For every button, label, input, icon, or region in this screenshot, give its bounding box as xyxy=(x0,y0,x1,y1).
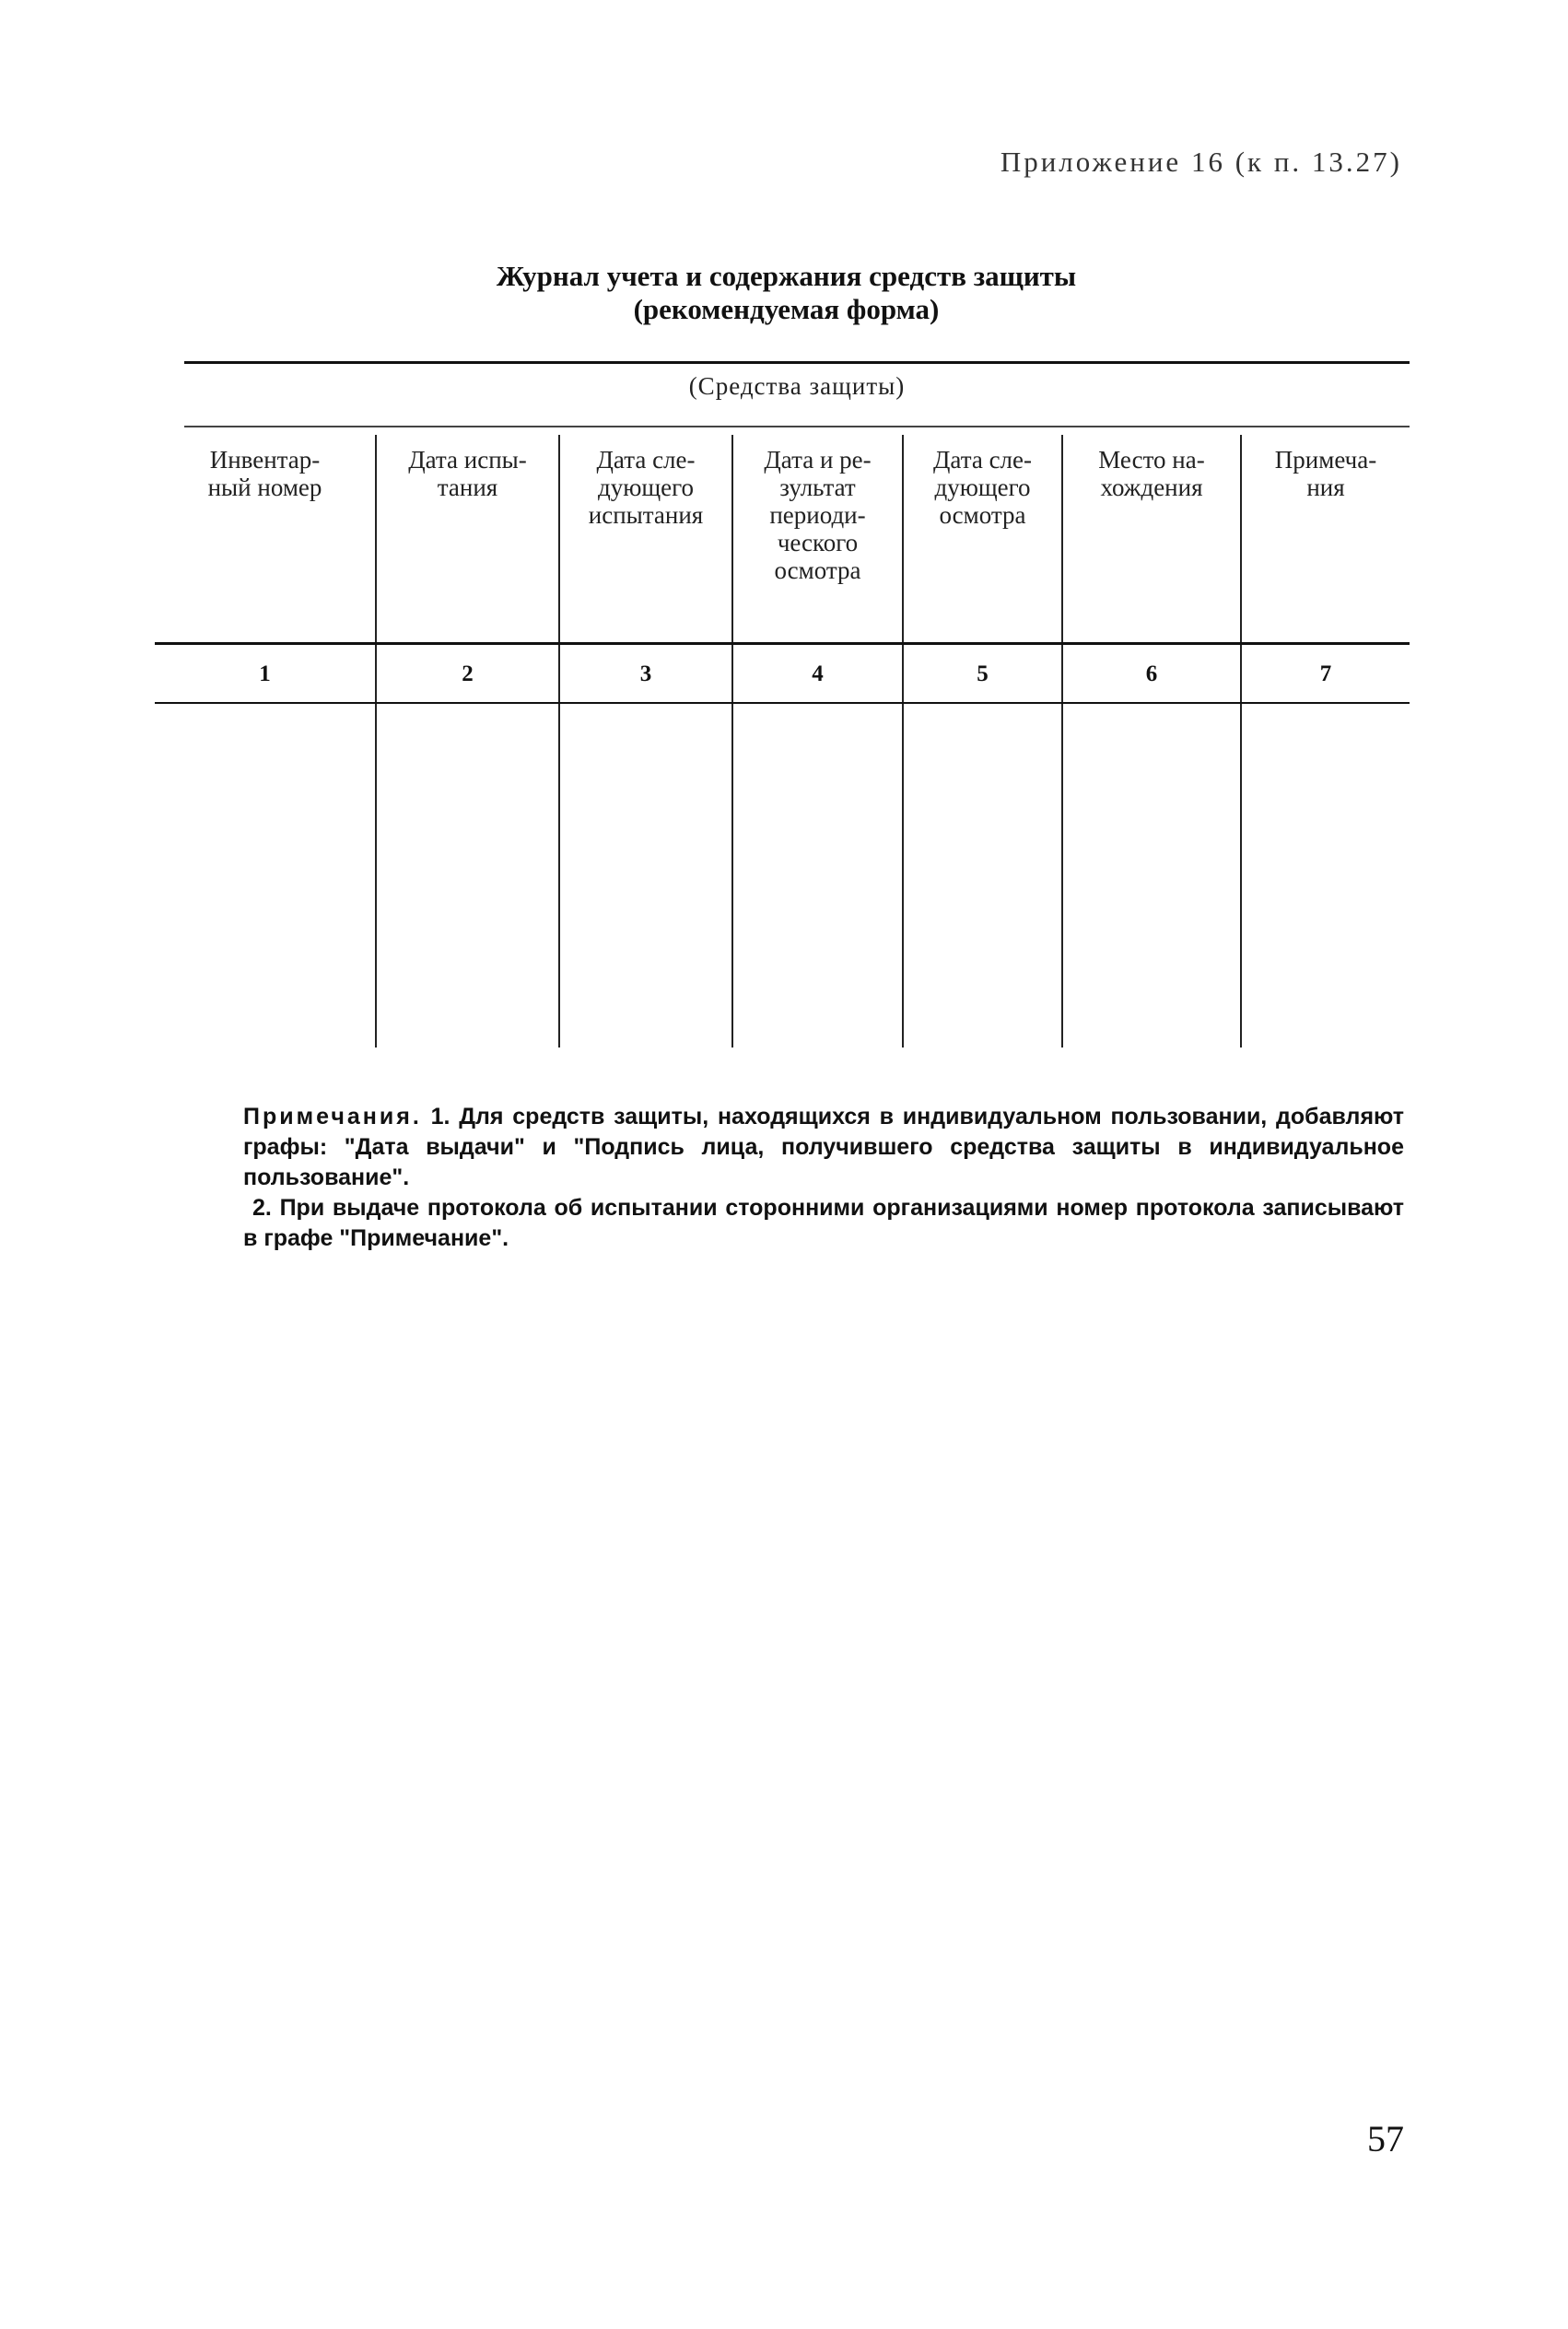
note-1 xyxy=(243,1102,1404,1193)
title-line-1: Журнал учета и содержания средств защиты xyxy=(496,260,1077,292)
header-inventory-number: Инвентар- ный номер xyxy=(207,446,322,501)
header-location: Место на- хождения xyxy=(1098,446,1205,501)
header-next-test-date: Дата сле- дующего испытания xyxy=(588,446,704,529)
column-divider-1 xyxy=(375,435,377,1047)
appendix-reference: Приложение 16 (к п. 13.27) xyxy=(1000,146,1402,178)
page-number: 57 xyxy=(1367,2118,1404,2159)
protection-caption: (Средства защиты) xyxy=(688,372,906,400)
column-number-1: 1 xyxy=(259,661,271,686)
header-bottom-rule xyxy=(155,642,1410,645)
column-number-6: 6 xyxy=(1145,661,1158,686)
notes-label: Примечания. xyxy=(243,1104,422,1129)
notes-section xyxy=(243,1102,1404,1254)
header-inspection-result: Дата и ре- зультат периоди- ческого осмотра xyxy=(764,446,872,584)
column-number-3: 3 xyxy=(639,661,652,686)
number-row-bottom-rule xyxy=(155,702,1410,704)
header-test-date: Дата испы- тания xyxy=(408,446,527,501)
column-number-5: 5 xyxy=(977,661,989,686)
title-line-2: (рекомендуемая форма) xyxy=(633,293,940,325)
note-2-text: 2. При выдаче протокола об испытании сторонними организациями номер протокола записывают в графе "Примечание". xyxy=(243,1195,1404,1251)
column-divider-5 xyxy=(1061,435,1063,1047)
column-number-4: 4 xyxy=(812,661,824,686)
column-number-2: 2 xyxy=(462,661,474,686)
column-number-7: 7 xyxy=(1319,661,1332,686)
column-divider-6 xyxy=(1240,435,1242,1047)
caption-rule xyxy=(184,426,1410,427)
note-2 xyxy=(243,1193,1404,1254)
header-next-inspection-date: Дата сле- дующего осмотра xyxy=(933,446,1032,529)
journal-title xyxy=(0,260,1568,326)
table-top-rule xyxy=(184,361,1410,364)
note-1-text: 1. Для средств защиты, находящихся в индивидуальном пользовании, добавляют графы: "Дата выдачи" и "Подпись лица, получившего средства защиты в индивидуальное пользование". xyxy=(243,1104,1404,1190)
header-notes: Примеча- ния xyxy=(1274,446,1377,501)
